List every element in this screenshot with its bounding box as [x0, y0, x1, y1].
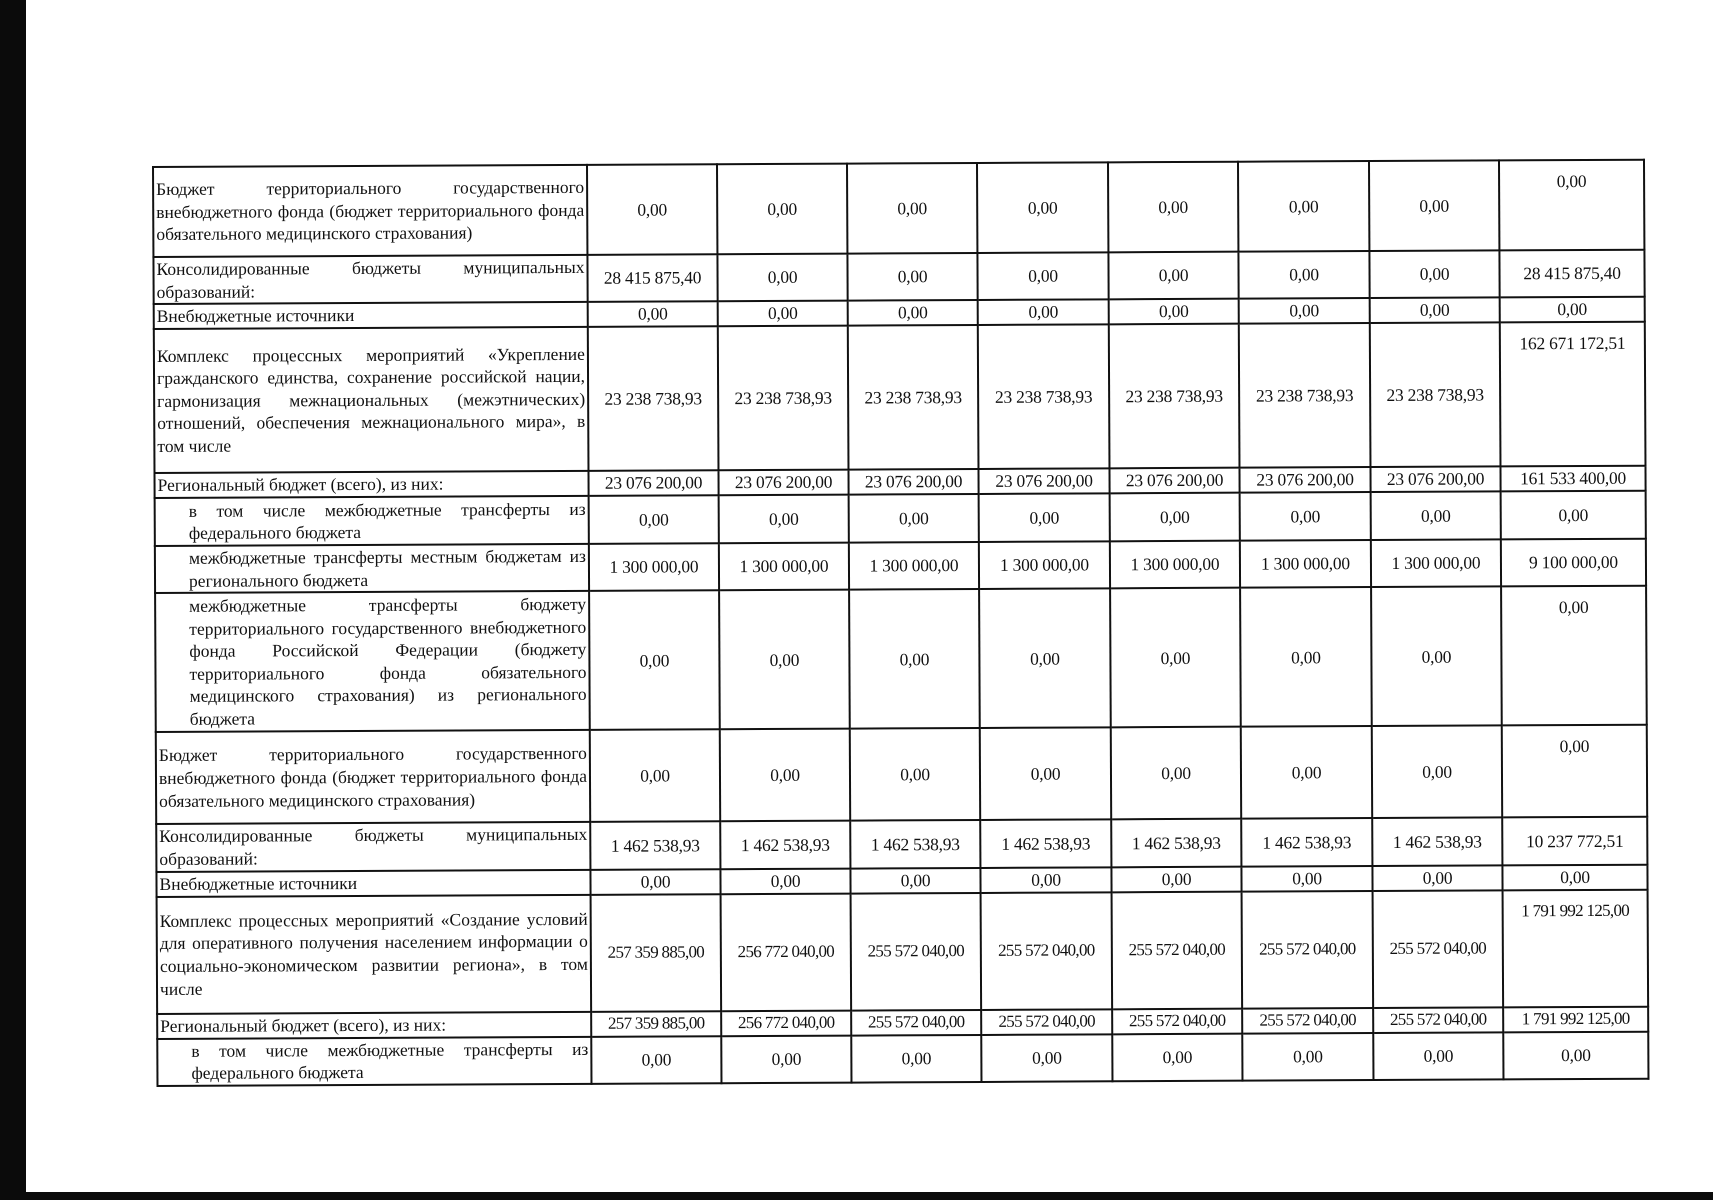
value-cell: 255 572 040,00 [851, 893, 982, 1011]
table-row [157, 889, 1649, 1013]
total-cell: 161 533 400,00 [1500, 466, 1645, 492]
value-cell: 23 238 738,93 [1109, 324, 1240, 469]
table-row [156, 817, 1647, 871]
value-cell: 23 238 738,93 [718, 326, 849, 471]
row-label: Региональный бюджет (всего), из них: [155, 471, 589, 498]
value-cell: 0,00 [1108, 252, 1238, 300]
value-cell: 0,00 [851, 1035, 981, 1083]
value-cell: 0,00 [720, 729, 850, 822]
value-cell: 0,00 [589, 495, 719, 544]
value-cell: 0,00 [850, 868, 980, 894]
value-cell: 255 572 040,00 [1112, 891, 1243, 1009]
value-cell: 0,00 [1110, 588, 1241, 728]
value-cell: 23 238 738,93 [588, 326, 719, 471]
value-cell: 0,00 [850, 728, 980, 821]
value-cell: 1 462 538,93 [720, 821, 850, 869]
value-cell: 0,00 [1108, 162, 1238, 253]
value-cell: 23 076 200,00 [978, 469, 1109, 495]
total-cell: 0,00 [1499, 160, 1644, 251]
total-cell: 0,00 [1503, 1031, 1648, 1079]
value-cell: 0,00 [588, 301, 718, 327]
value-cell: 0,00 [849, 494, 979, 543]
total-cell: 9 100 000,00 [1501, 539, 1646, 587]
value-cell: 1 300 000,00 [1371, 540, 1501, 588]
row-label: межбюджетные трансферты бюджету территориального государственного внебюджетного фонда Российской Федерации (бюджету территориального фонда обязательного медицинского страхования) из регионального бюджета [155, 591, 590, 732]
value-cell: 0,00 [1369, 250, 1499, 298]
value-cell: 255 572 040,00 [1242, 1008, 1373, 1034]
value-cell: 0,00 [848, 300, 978, 326]
value-cell: 0,00 [1241, 866, 1372, 892]
value-cell: 0,00 [1109, 299, 1239, 325]
value-cell: 0,00 [1371, 492, 1501, 541]
value-cell: 255 572 040,00 [1242, 891, 1374, 1009]
value-cell: 0,00 [719, 495, 849, 544]
value-cell: 0,00 [717, 254, 847, 302]
table-row [153, 160, 1644, 257]
row-label: Комплекс процессных мероприятий «Создание условий для оперативного получения населением информации о социально-экономическом развитии региона», в том числе [157, 894, 592, 1013]
budget-table [152, 159, 1649, 1087]
value-cell: 28 415 875,40 [587, 254, 717, 302]
value-cell: 0,00 [1112, 1033, 1242, 1081]
row-label: в том числе межбюджетные трансферты из федерального бюджета [155, 496, 589, 546]
value-cell: 1 462 538,93 [590, 822, 720, 870]
row-label: межбюджетные трансферты местным бюджетам из регионального бюджета [155, 544, 589, 593]
value-cell: 0,00 [720, 868, 850, 894]
row-label: Внебюджетные источники [154, 302, 588, 329]
document-page [152, 159, 1647, 1087]
total-cell: 0,00 [1501, 491, 1646, 540]
value-cell: 1 300 000,00 [849, 542, 979, 590]
value-cell: 255 572 040,00 [851, 1010, 981, 1036]
value-cell: 0,00 [1241, 726, 1372, 819]
row-label: Бюджет территориального государственного внебюджетного фонда (бюджет территориального фонда обязательного медицинского страхования) [156, 730, 590, 824]
value-cell: 1 462 538,93 [1111, 819, 1241, 867]
value-cell: 23 076 200,00 [848, 469, 978, 495]
value-cell: 1 462 538,93 [1372, 818, 1502, 866]
value-cell: 23 238 738,93 [978, 325, 1110, 470]
total-cell: 1 791 992 125,00 [1503, 1006, 1648, 1032]
value-cell: 1 462 538,93 [980, 820, 1111, 868]
table-row [156, 725, 1647, 824]
value-cell: 0,00 [589, 591, 720, 731]
value-cell: 1 300 000,00 [1240, 540, 1371, 588]
value-cell: 0,00 [591, 1036, 721, 1084]
value-cell: 0,00 [1370, 298, 1500, 324]
total-cell: 1 791 992 125,00 [1503, 889, 1649, 1007]
value-cell: 23 238 738,93 [848, 325, 979, 470]
value-cell: 0,00 [1111, 727, 1241, 820]
table-row [157, 1031, 1648, 1085]
value-cell: 1 300 000,00 [589, 543, 719, 591]
value-cell: 23 076 200,00 [718, 470, 848, 496]
table-row [155, 539, 1646, 593]
total-cell: 10 237 772,51 [1502, 817, 1647, 865]
value-cell: 0,00 [1369, 160, 1499, 251]
table-row [154, 322, 1646, 473]
value-cell: 0,00 [719, 590, 850, 730]
value-cell: 256 772 040,00 [721, 1010, 851, 1036]
total-cell: 0,00 [1501, 586, 1647, 726]
value-cell: 0,00 [1371, 587, 1502, 727]
value-cell: 257 359 885,00 [591, 1011, 721, 1037]
value-cell: 0,00 [981, 1034, 1112, 1082]
total-cell: 0,00 [1502, 864, 1647, 890]
scan-edge-bottom [0, 1192, 1713, 1200]
row-label: Внебюджетные источники [156, 869, 590, 896]
total-cell: 0,00 [1500, 297, 1645, 323]
total-cell: 162 671 172,51 [1500, 322, 1646, 467]
value-cell: 23 076 200,00 [588, 470, 718, 496]
value-cell: 255 572 040,00 [1373, 890, 1504, 1008]
table-row [155, 491, 1646, 546]
value-cell: 0,00 [1372, 865, 1502, 891]
table-row [153, 250, 1644, 304]
budget-table-body [153, 160, 1648, 1086]
value-cell: 0,00 [1110, 493, 1240, 542]
value-cell: 0,00 [1240, 492, 1371, 541]
value-cell: 0,00 [849, 589, 980, 729]
scan-edge-left [0, 0, 26, 1200]
value-cell: 255 572 040,00 [1112, 1008, 1242, 1034]
row-label: Комплекс процессных мероприятий «Укрепление гражданского единства, сохранение российской нации, гармонизация межнациональных (межэтнических) отношений, обеспечения межнационального мира», в том числе [154, 327, 589, 473]
value-cell: 0,00 [977, 162, 1108, 253]
row-label: Бюджет территориального государственного внебюджетного фонда (бюджет территориального фонда обязательного медицинского страхования) [153, 165, 587, 257]
value-cell: 1 462 538,93 [850, 820, 980, 868]
value-cell: 256 772 040,00 [721, 893, 852, 1011]
value-cell: 23 076 200,00 [1109, 468, 1239, 494]
value-cell: 0,00 [847, 163, 977, 254]
value-cell: 23 238 738,93 [1370, 323, 1501, 468]
value-cell: 23 076 200,00 [1370, 467, 1500, 493]
value-cell: 0,00 [1240, 587, 1372, 727]
value-cell: 1 462 538,93 [1241, 818, 1372, 866]
value-cell: 23 238 738,93 [1239, 323, 1371, 468]
value-cell: 1 300 000,00 [719, 543, 849, 591]
value-cell: 0,00 [717, 164, 847, 255]
value-cell: 0,00 [847, 253, 977, 301]
value-cell: 255 572 040,00 [981, 892, 1113, 1010]
value-cell: 0,00 [979, 494, 1110, 543]
value-cell: 0,00 [1238, 161, 1369, 252]
value-cell: 0,00 [1242, 1033, 1373, 1081]
value-cell: 0,00 [980, 728, 1111, 821]
total-cell: 28 415 875,40 [1499, 250, 1644, 298]
row-label: в том числе межбюджетные трансферты из федерального бюджета [157, 1036, 591, 1085]
value-cell: 0,00 [977, 252, 1108, 300]
value-cell: 0,00 [1372, 726, 1502, 819]
value-cell: 1 300 000,00 [1110, 541, 1240, 589]
value-cell: 0,00 [721, 1035, 851, 1083]
value-cell: 0,00 [718, 301, 848, 327]
value-cell: 0,00 [978, 300, 1109, 326]
value-cell: 1 300 000,00 [979, 542, 1110, 590]
value-cell: 255 572 040,00 [1373, 1007, 1503, 1033]
value-cell: 257 359 885,00 [591, 894, 722, 1012]
value-cell: 0,00 [979, 589, 1111, 729]
value-cell: 0,00 [980, 867, 1111, 893]
table-row [155, 586, 1647, 732]
value-cell: 0,00 [1111, 866, 1241, 892]
value-cell: 0,00 [1239, 298, 1370, 324]
value-cell: 0,00 [590, 730, 720, 823]
value-cell: 255 572 040,00 [981, 1009, 1112, 1035]
row-label: Региональный бюджет (всего), из них: [157, 1011, 591, 1038]
value-cell: 0,00 [587, 164, 717, 255]
value-cell: 23 076 200,00 [1239, 467, 1370, 493]
row-label: Консолидированные бюджеты муниципальных образований: [156, 822, 590, 871]
value-cell: 0,00 [1238, 251, 1369, 299]
total-cell: 0,00 [1502, 725, 1647, 818]
value-cell: 0,00 [590, 869, 720, 895]
value-cell: 0,00 [1373, 1032, 1503, 1080]
row-label: Консолидированные бюджеты муниципальных образований: [153, 255, 587, 304]
